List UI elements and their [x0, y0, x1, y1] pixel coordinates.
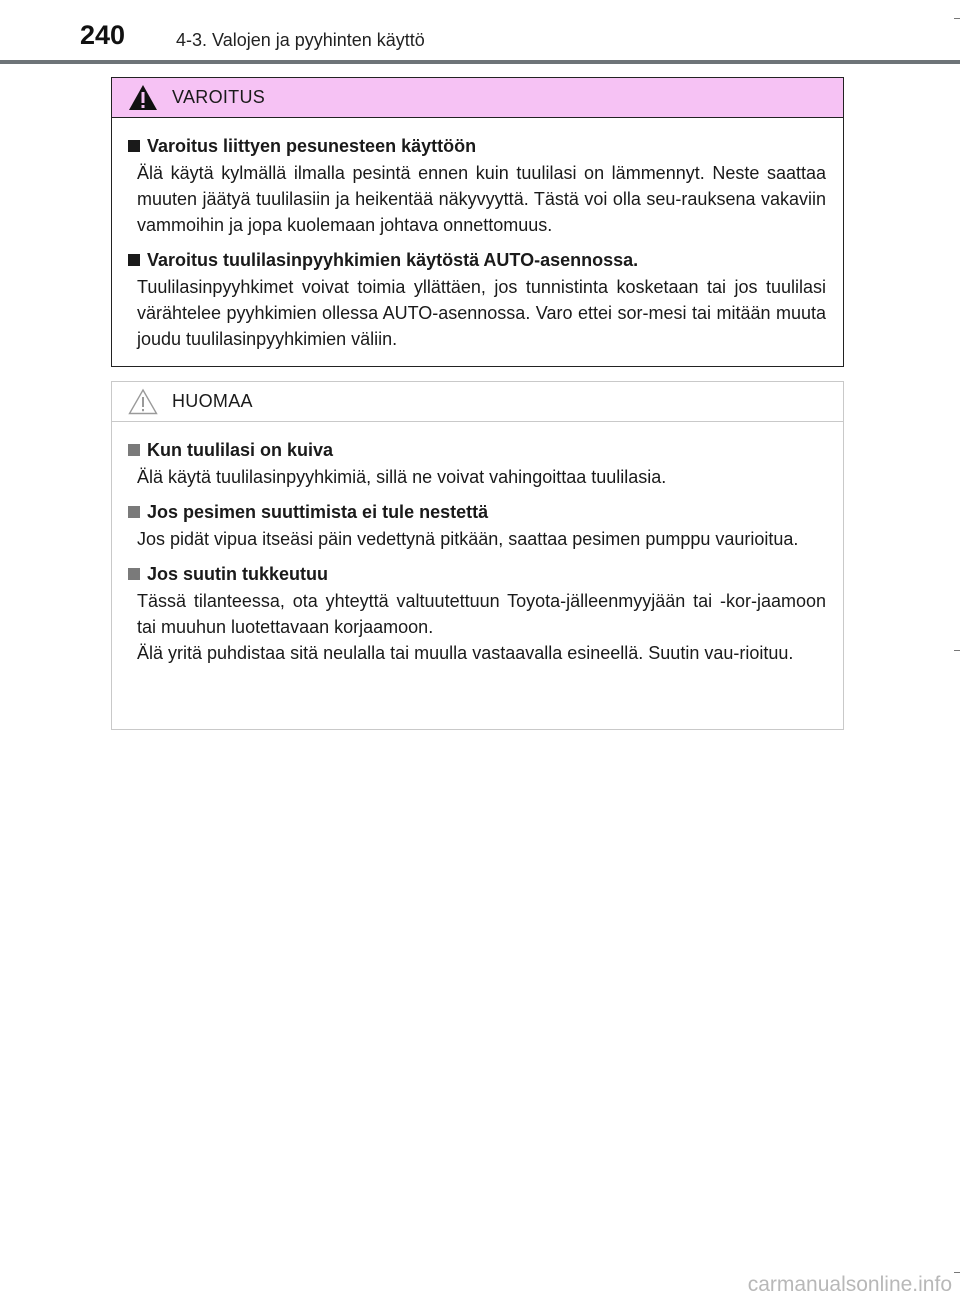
notice-item-text: Jos pidät vipua itseäsi päin vedettynä pitkään, saattaa pesimen pumppu vaurioitua.	[137, 529, 799, 549]
notice-item-title: Jos suutin tukkeutuu	[147, 564, 329, 584]
notice-item-title: Jos pesimen suuttimista ei tule nestettä	[147, 502, 489, 522]
warning-box-body	[112, 118, 843, 352]
warning-item	[128, 132, 827, 238]
margin-tick	[954, 650, 960, 651]
warning-triangle-filled-icon	[128, 84, 158, 111]
warning-item-text: Älä käytä kylmällä ilmalla pesintä ennen kuin tuulilasi on lämmennyt. Neste saattaa muuten jäätyä tuulilasiin ja heikentää näkyvyyttä. Tästä voi olla seu-rauksena vakaviin vammoihin ja jopa kuolemaan johtava onnettomuus.	[137, 163, 826, 235]
warning-label: VAROITUS	[172, 87, 266, 107]
square-bullet-icon	[128, 506, 140, 518]
warning-triangle-outline-icon	[128, 388, 158, 415]
page-number: 240	[80, 20, 126, 50]
warning-item-text: Tuulilasinpyyhkimet voivat toimia yllättäen, jos tunnistinta kosketaan tai jos tuulilasi värähtelee pyyhkimien ollessa AUTO-asennossa. Varo ettei sor-mesi tai mitään muuta joudu tuulilasinpyyhkimien väliin.	[137, 277, 826, 349]
margin-tick	[954, 1272, 960, 1273]
watermark: carmanualsonline.info	[747, 1273, 952, 1296]
margin-tick	[954, 18, 960, 19]
warning-box	[111, 77, 844, 367]
notice-box-header	[112, 382, 843, 422]
warning-item-title: Varoitus tuulilasinpyyhkimien käytöstä AUTO-asennossa.	[147, 250, 639, 270]
page-header	[0, 0, 960, 64]
warning-box-header	[112, 78, 843, 118]
square-bullet-icon	[128, 140, 140, 152]
notice-box-body	[112, 422, 843, 666]
warning-item	[128, 246, 827, 352]
header-rule	[0, 60, 960, 64]
notice-item	[128, 560, 827, 666]
notice-item-text: Tässä tilanteessa, ota yhteyttä valtuutettuun Toyota-jälleenmyyjään tai -kor-jaamoon tai muuhun luotettavaan korjaamoon. Älä yritä puhdistaa sitä neulalla tai muulla vastaavalla esineellä. Suutin vau-rioituu.	[137, 591, 826, 663]
square-bullet-icon	[128, 254, 140, 266]
notice-item	[128, 498, 827, 552]
square-bullet-icon	[128, 444, 140, 456]
square-bullet-icon	[128, 568, 140, 580]
notice-item-text: Älä käytä tuulilasinpyyhkimiä, sillä ne voivat vahingoittaa tuulilasia.	[137, 467, 667, 487]
notice-item-title: Kun tuulilasi on kuiva	[147, 440, 334, 460]
warning-item-title: Varoitus liittyen pesunesteen käyttöön	[147, 136, 477, 156]
notice-box	[111, 381, 844, 730]
notice-item	[128, 436, 827, 490]
section-title: 4-3. Valojen ja pyyhinten käyttö	[176, 30, 425, 50]
notice-label: HUOMAA	[172, 391, 253, 411]
